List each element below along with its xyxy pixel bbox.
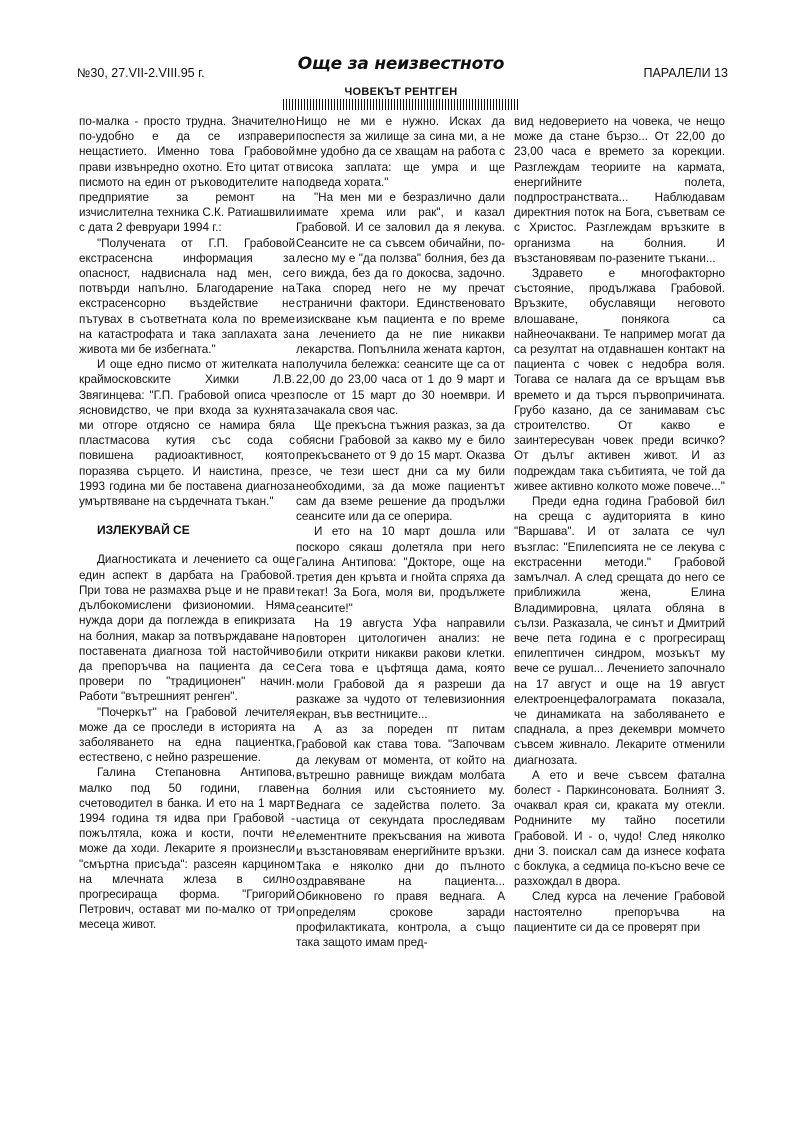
paragraph: А ето и вече съвсем фатална болест - Паркинсоновата. Болният З. очаквал края си, краката му отекли. Роднините му тайно посетили Грабовой. И - о, чудо! След няколко дни З. поискал сам да изнесе кофата с боклука, а седмица по-късно вече се разхождал в двора. (514, 768, 725, 889)
paragraph: И ето на 10 март дошла или поскоро сякаш долетяла при него Галина Антипова: "Докторе, още на третия ден кръвта и гнойта спряха да текат! За Бога, моля ви, продължете сеансите!" (296, 525, 505, 615)
paragraph: Преди една година Грабовой бил на среща с аудиторията в кино "Варшава". И от залата се чул възглас: "Епилепсията не се лекува с екстрасенни методи." Грабовой замълчал. А след срещата до него се приближила жена, Елина Владимировна, цялата обляна в сълзи. Разказала, че синът и Дмитрий вече пета година е с прогресиращ епилептичен синдром, мозъкът му вече се рушал... Лечението започнало на 17 август и още на 19 август електроенцефалограмата показала, че динамиката на заболяването е спаднала, а през декември момчето съвсем живнало. Лекарите отменили диагнозата. (514, 495, 725, 767)
paragraph: "Почеркът" на Грабовой лечителя може да се проследи в историята на заболяването на една пациентка, естествено, с нейно разрешение. (79, 705, 295, 765)
column-2 (296, 114, 505, 950)
paragraph: Здравето е многофакторно състояние, продължава Грабовой. Връзките, обуславящи неговото влошаване, понякога са найнеочаквани. Те например могат да са резултат на отдавнашен контакт на пациента с човек с недобра воля. Тогава се налага да се връщам във времето и да търся първопричината. Грубо казано, да се занимавам със строителство. От какво е заинтересуван човек преди всичко? От дълъг активен живот. И аз подреждам така събитията, че той да живее активно колкото може повече..." (514, 267, 725, 493)
paragraph: Диагностиката и лечението са още един аспект в дарбата на Грабовой. При това не размахва ръце и не прави дълбокомислени физиономии. Няма нужда дори да поглежда в епикризата на болния, макар за потвърждаване на поставената диагноза той настойчиво да препоръчва на пациента да се провери по "традиционен" начин. Работи "вътрешният ренген". (79, 553, 295, 704)
paragraph: И още едно писмо от жителката на краймосковските Химки Л.В. Звягинцева: "Г.П. Грабовой описа чрез ясновидство, че при входа за кухнята ми отгоре отдясно се намира бяла пластмасова кутия със сода с повишена радиоактивност, която поразява сърцето. И наистина, през 1993 година ми бе поставена диагноза умъртвяване на сърдечната тъкан." (79, 358, 295, 509)
paragraph: вид недоверието на човека, че нещо може да стане бързо... От 22,00 до 23,00 часа е времето за корекции. Разглеждам теориите на кармата, енергийните полета, подпространствата... Наблюдавам директния поток на Бога, съветвам се с Христос. Разглеждам връзките в организма на болния. И възстановявам по-разените тъкани... (514, 115, 725, 265)
header-rule (283, 99, 519, 110)
section-page-label: ПАРАЛЕЛИ 13 (643, 66, 728, 80)
paragraph: Ще прекъсна тъжния разказ, за да обясни Грабовой за какво му е било прекъсването от 9 до 15 март. Оказва се, че тези шест дни са му били необходими, за да може пациентът сам да вземе решение да продължи сеансите или да се оперира. (296, 419, 505, 524)
issue-number: №30, 27.VII-2.VIII.95 г. (77, 66, 205, 80)
article-headline: ЧОВЕКЪТ РЕНТГЕН (344, 86, 458, 98)
column-1 (79, 114, 295, 933)
paragraph: Нищо не ми е нужно. Исках да поспестя за жилище за сина ми, а не мне удобно да се хващам на работа с висока заплата: ще умра и ще подведа хората." (296, 115, 505, 189)
paragraph: по-малка - просто трудна. Значително по-удобно е да се изправери нещастието. Именно това Грабовой прави извънредно охотно. Ето цитат от писмото на един от ръководителите на предприятие за ремонт на изчислителна техника С.К. Ратиашвили с дата 2 февруари 1994 г.: (79, 115, 295, 235)
paragraph: "Получената от Г.П. Грабовой екстрасенсна информация за опасност, надвиснала над мен, се потвърди напълно. Благодарение на екстрасенсорно въздействие не пътувах в съответната кола по време на катастрофата и така заплахата за живота ми бе избегната." (79, 236, 295, 357)
paragraph: След курса на лечение Грабовой настоятелно препоръчва на пациентите си да се проверят при (514, 890, 725, 934)
paragraph: На 19 августа Уфа направили повторен цитологичен анализ: не били открити никакви ракови клетки. Сега това е цъфтяща дама, която моли Грабовой да я разреши да разкаже за чудото от телевизионния екран, във вестниците... (296, 616, 505, 721)
paragraph: "На мен ми е безразлично дали имате хрема или рак", и казал Грабовой. И се заловил да я лекува. Сеансите не са съвсем обичайни, по-лесно му е "да ползва" болния, без да го вижда, без да го докосва, задочно. Така според него не му пречат странични фактори. Единственовато изискване към пациента е по време на лечението да не пие никакви лекарства. Попълнила жената картон, получила бележка: сеансите ще са от 22,00 до 23,00 часа от 1 до 9 март и после от 15 март до 30 ноември. И зачакала своя час. (296, 191, 505, 417)
section-heading: ИЗЛЕКУВАЙ СЕ (97, 523, 190, 538)
paragraph: А аз за пореден пт питам Грабовой как става това. "Започвам да лекувам от момента, от който на вътрешно равнище виждам молбата на болния или състоянието му. Веднага се задейства полето. За частица от секундата проследявам елементните прекъсвания на живота и възстановявам енергийните връзки. Така е няколко дни до пълното оздравяване на пациента... Обикновено го правя веднага. А определям срокове заради профилактиката, контрола, а също така защото имам пред- (296, 723, 505, 949)
paragraph: Галина Степановна Антипова, малко под 50 години, главен счетоводител в банка. И ето на 1 март 1994 година тя идва при Грабовой - пожълтяла, кожа и кости, почти не може да ходи. Лекарите я произнесли "смъртна присъда": разсеян карцином на млечната жлеза в силно прогресираща форма. "Григорий Петрович, остават ми по-малко от три месеца живот. (79, 766, 295, 932)
article-rubric-title: Още за неизвестното (297, 54, 505, 74)
column-3 (514, 114, 725, 935)
